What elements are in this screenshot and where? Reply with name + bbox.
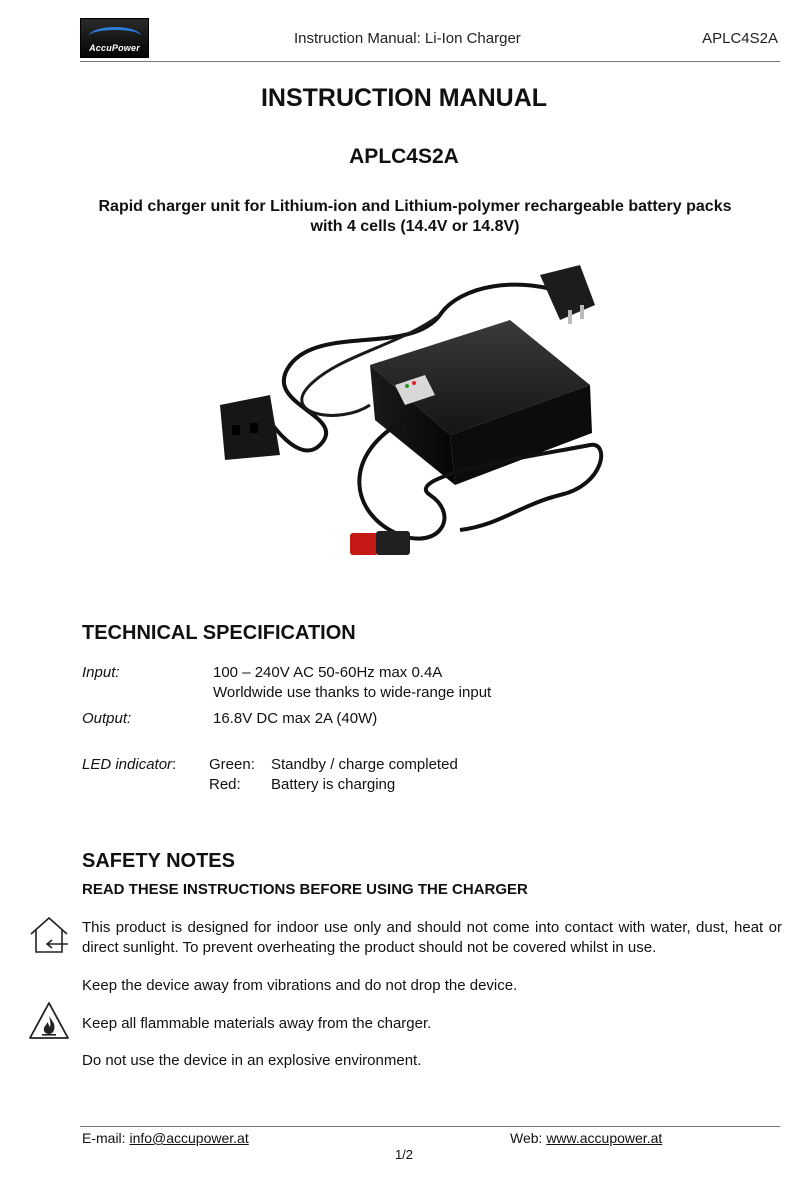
safety-paragraph-explosive: Do not use the device in an explosive environment.	[82, 1052, 422, 1069]
dc-connector-icon	[350, 531, 410, 555]
page-footer	[80, 1126, 780, 1146]
header-title: Instruction Manual: Li-Ion Charger	[294, 30, 521, 47]
output-value: 16.8V DC max 2A (40W)	[213, 710, 378, 727]
flammable-warning-icon	[28, 1000, 70, 1042]
output-label: Output:	[82, 710, 132, 727]
page-header	[80, 18, 780, 62]
footer-email	[82, 1130, 249, 1146]
logo-text: AccuPower	[89, 43, 140, 53]
email-label: E-mail:	[82, 1130, 130, 1146]
safety-paragraph-flammable: Keep all flammable materials away from the charger.	[82, 1015, 432, 1032]
safety-paragraph-vibrations: Keep the device away from vibrations and do not drop the device.	[82, 977, 518, 994]
green-value: Standby / charge completed	[271, 756, 458, 773]
green-label: Green:	[209, 756, 255, 773]
safety-subheading: READ THESE INSTRUCTIONS BEFORE USING THE CHARGER	[82, 881, 528, 898]
input-label: Input:	[82, 664, 120, 681]
indoor-use-icon	[28, 914, 70, 956]
document-title: INSTRUCTION MANUAL	[260, 84, 548, 112]
led-indicator-colon: :	[172, 756, 177, 773]
red-label: Red:	[209, 776, 241, 793]
input-value-line1: 100 – 240V AC 50-60Hz max 0.4A	[213, 664, 443, 681]
document-subtitle: Rapid charger unit for Lithium-ion and Lithium-polymer rechargeable battery packs with 4 cells (14.4V or 14.8V)	[98, 198, 732, 235]
web-link[interactable]: www.accupower.at	[546, 1130, 663, 1146]
web-label: Web:	[510, 1130, 547, 1146]
accupower-logo	[80, 18, 149, 58]
led-indicator-label	[82, 755, 176, 775]
document-model: APLC4S2A	[349, 145, 459, 168]
technical-spec-heading: TECHNICAL SPECIFICATION	[82, 622, 356, 644]
red-value: Battery is charging	[271, 776, 396, 793]
page-number: 1/2	[394, 1147, 414, 1162]
input-value-line2: Worldwide use thanks to wide-range input	[213, 684, 492, 701]
email-link[interactable]: info@accupower.at	[129, 1130, 249, 1146]
led-indicator-label-text: LED indicator	[82, 756, 173, 773]
charger-product-photo	[200, 255, 620, 585]
safety-notes-heading: SAFETY NOTES	[82, 850, 235, 872]
safety-paragraph-indoor: This product is designed for indoor use only and should not come into contact with water, dust, heat or direct sunlight. To prevent overheating the product should not be covered whilst in use.	[82, 919, 782, 956]
footer-web	[510, 1130, 662, 1146]
header-model: APLC4S2A	[702, 30, 778, 47]
plug-icon	[540, 265, 595, 324]
